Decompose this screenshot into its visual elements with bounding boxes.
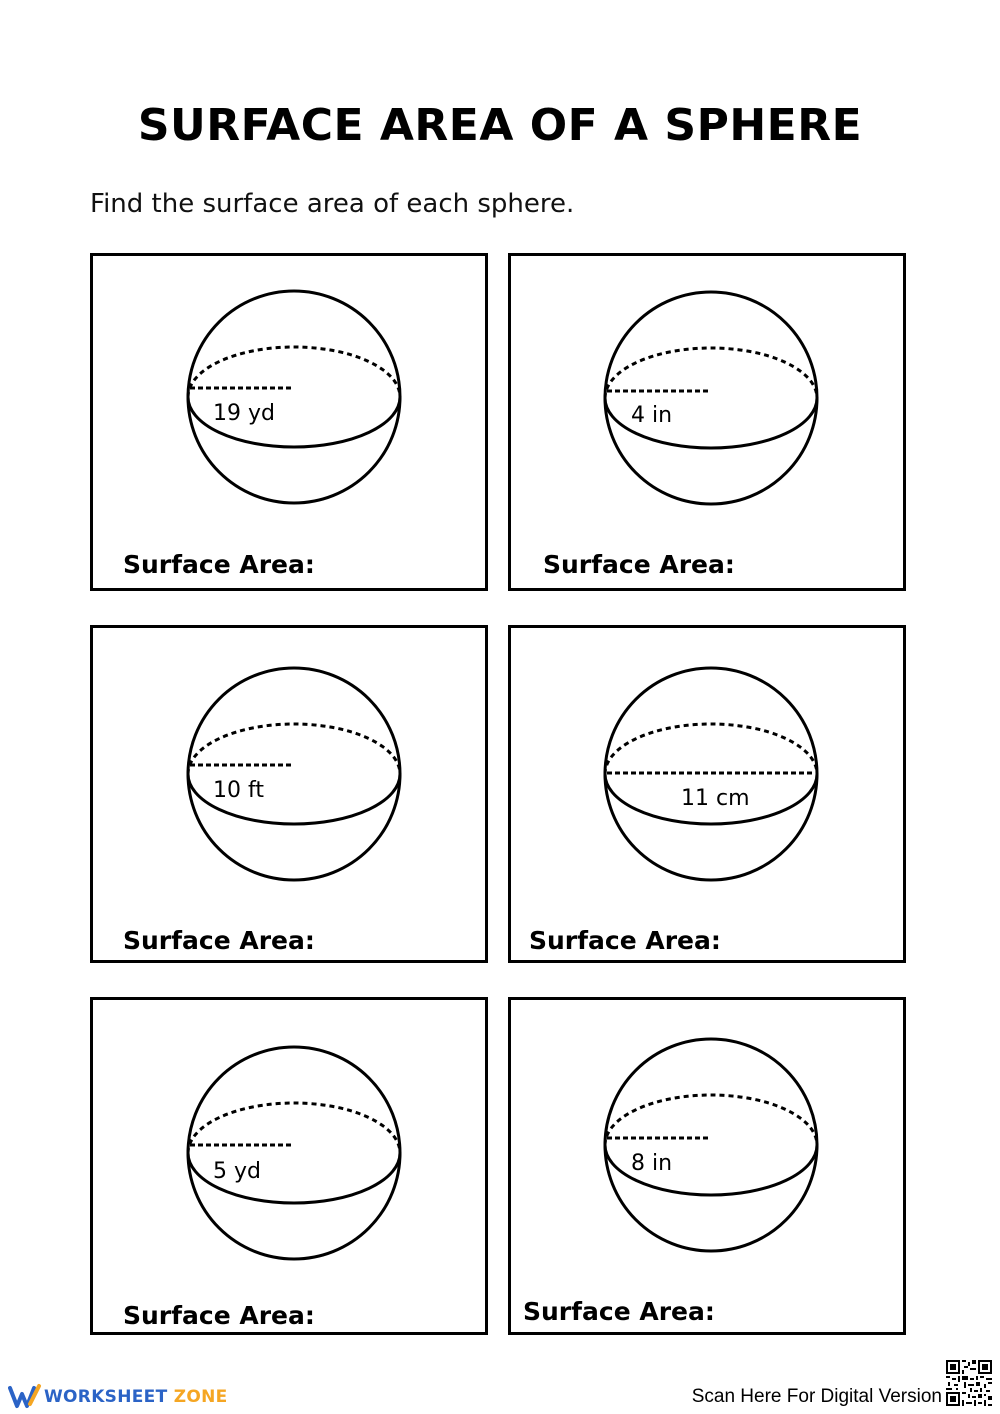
problem-card-3 <box>90 625 488 963</box>
answer-label: Surface Area: <box>529 926 721 955</box>
problem-card-2 <box>508 253 906 591</box>
answer-label: Surface Area: <box>543 550 735 579</box>
brand-name-part1: WORKSHEET <box>44 1387 168 1407</box>
measure-label: 5 yd <box>213 1159 261 1184</box>
measure-label: 11 cm <box>681 786 750 811</box>
measure-label: 8 in <box>631 1151 673 1176</box>
answer-label: Surface Area: <box>523 1297 715 1326</box>
sphere-diagram <box>511 256 909 594</box>
answer-label: Surface Area: <box>123 1301 315 1330</box>
problem-card-5 <box>90 997 488 1335</box>
sphere-diagram <box>511 628 909 966</box>
answer-label: Surface Area: <box>123 550 315 579</box>
qr-code-icon[interactable] <box>946 1360 992 1406</box>
answer-label: Surface Area: <box>123 926 315 955</box>
problem-card-4 <box>508 625 906 963</box>
problem-card-6 <box>508 997 906 1335</box>
scan-instruction: Scan Here For Digital Version <box>691 1386 942 1407</box>
sphere-diagram <box>93 256 491 594</box>
measure-label: 19 yd <box>213 401 275 426</box>
brand-name-part2: ZONE <box>173 1387 228 1407</box>
sphere-diagram <box>511 1000 909 1338</box>
brand-name <box>44 1387 228 1407</box>
brand-logo[interactable] <box>8 1380 228 1414</box>
problem-card-1 <box>90 253 488 591</box>
measure-label: 4 in <box>631 403 673 428</box>
page-title: SURFACE AREA OF A SPHERE <box>137 100 863 151</box>
instructions: Find the surface area of each sphere. <box>90 189 575 219</box>
sphere-diagram <box>93 1000 491 1338</box>
sphere-diagram <box>93 628 491 966</box>
measure-label: 10 ft <box>213 778 264 803</box>
worksheetzone-logo-icon <box>8 1382 42 1412</box>
